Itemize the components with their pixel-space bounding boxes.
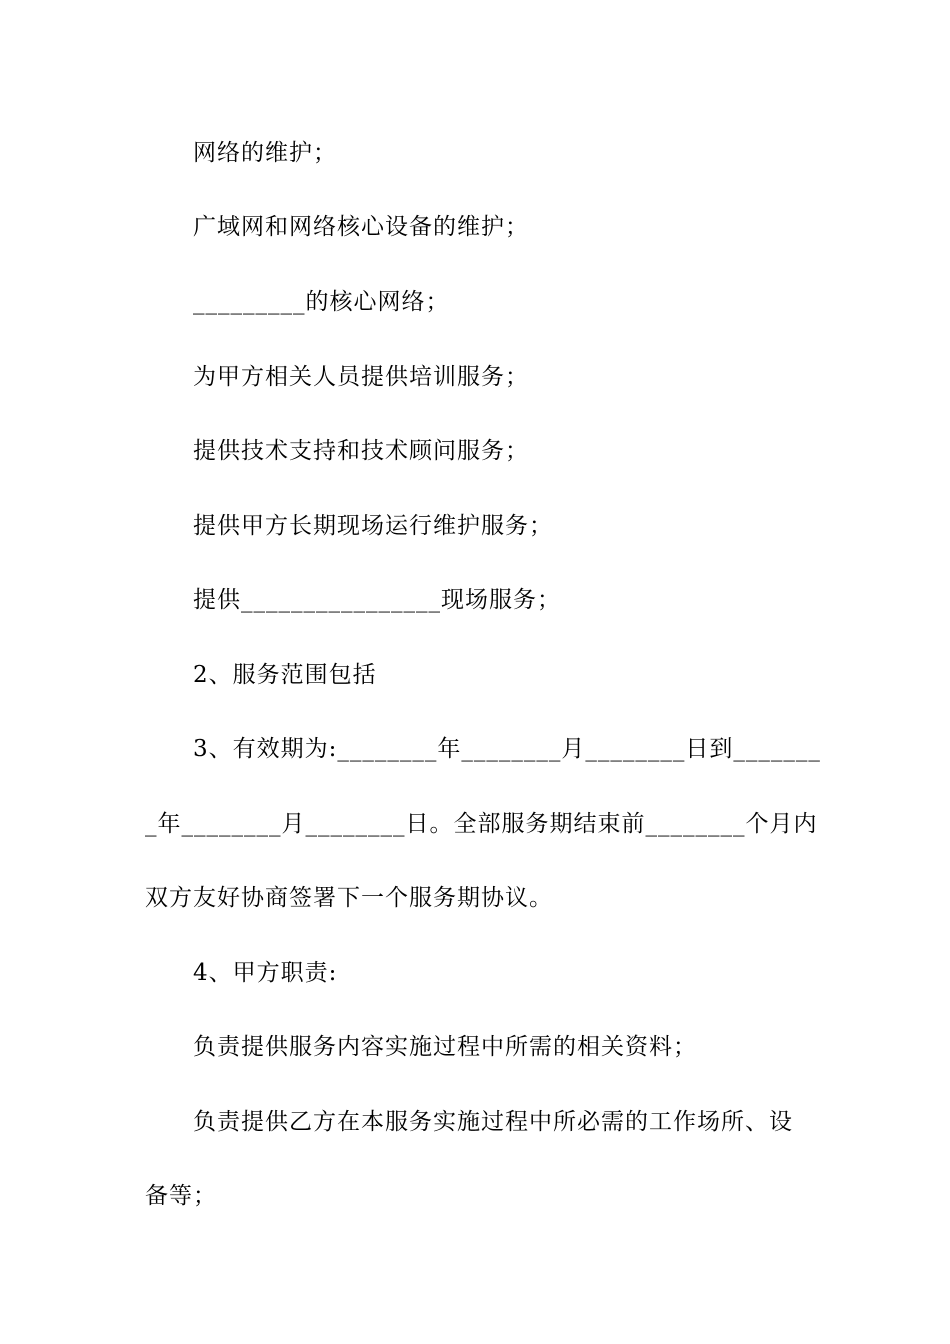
text-line: 双方友好协商签署下一个服务期协议。 <box>145 885 553 911</box>
section-heading: 2、服务范围包括 <box>193 662 377 688</box>
text-line: _________的核心网络； <box>193 289 450 315</box>
text-line: 网络的维护； <box>193 140 337 166</box>
text-line: 提供技术支持和技术顾问服务； <box>193 438 529 464</box>
section-heading: 4、甲方职责: <box>193 960 338 986</box>
text-line: 提供甲方长期现场运行维护服务； <box>193 513 553 539</box>
text-line: 为甲方相关人员提供培训服务； <box>193 364 529 390</box>
text-line: _年________月________日。全部服务期结束前________个月内 <box>145 811 818 837</box>
text-line: 广域网和网络核心设备的维护； <box>193 214 529 240</box>
text-line: 备等； <box>145 1183 217 1209</box>
text-line: 负责提供乙方在本服务实施过程中所必需的工作场所、设 <box>193 1109 793 1135</box>
text-line: 负责提供服务内容实施过程中所需的相关资料； <box>193 1034 697 1060</box>
section-heading: 3、有效期为:________年________月________日到_______ <box>193 736 821 762</box>
text-line: 提供________________现场服务； <box>193 587 561 613</box>
